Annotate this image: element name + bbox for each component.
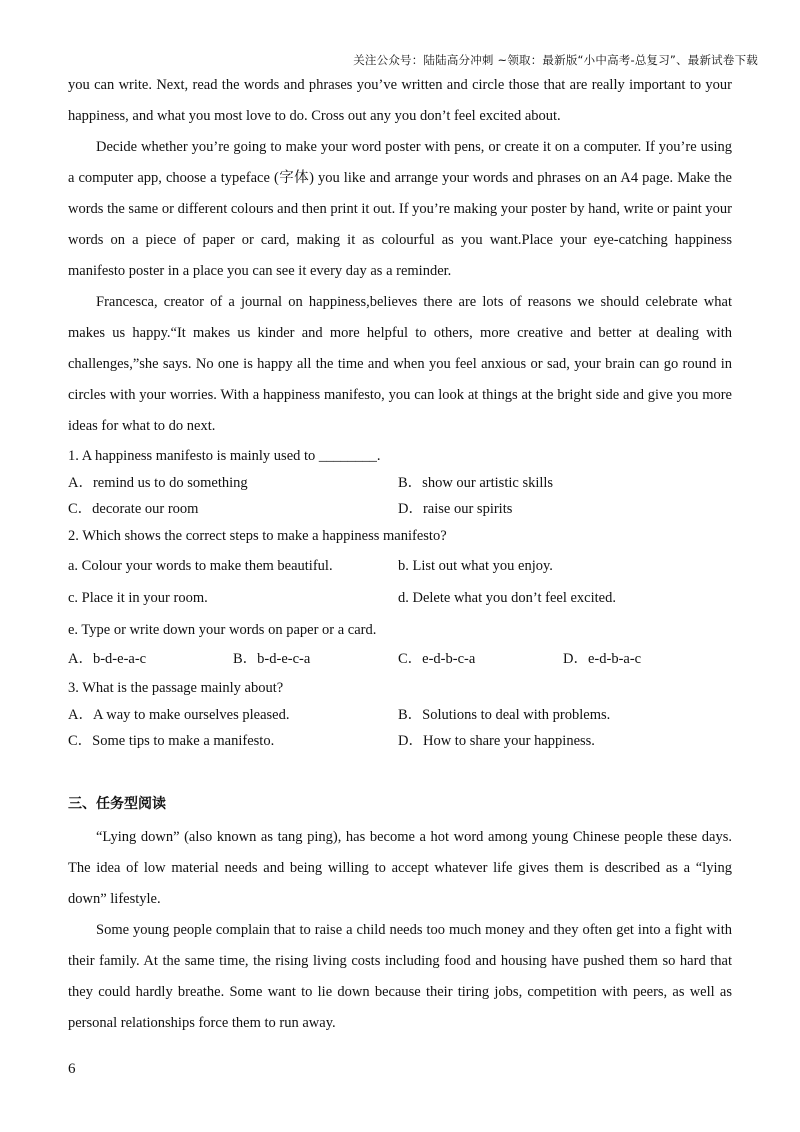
question-2-steps-row	[68, 614, 732, 646]
option-c: C．Some tips to make a manifesto.	[68, 733, 275, 749]
question-2-steps-row	[68, 582, 732, 614]
passage-paragraph: Some young people complain that to raise a child needs too much money and they often get into a fight with their family. At the same time, the rising living costs including food and housing have pushed them so hard that they could hardly breathe. Some want to lie down because their tiring jobs, competition with peers, as well as personal relationships force them to run away.	[68, 922, 732, 1031]
option-d: D．e-d-b-a-c	[563, 651, 642, 667]
passage-paragraph: “Lying down” (also known as tang ping), has become a hot word among young Chinese people these days. The idea of low material needs and being willing to accept whatever life gives them is described as a “lying down” lifestyle.	[68, 829, 732, 907]
page-number: 6	[68, 1061, 76, 1077]
question-1-options-row	[68, 496, 732, 522]
option-a: A．remind us to do something	[68, 475, 248, 491]
step-e: e. Type or write down your words on paper or a card.	[68, 622, 377, 638]
option-b: B．Solutions to deal with problems.	[398, 707, 611, 723]
passage-paragraph: Francesca, creator of a journal on happiness,believes there are lots of reasons we should celebrate what makes us happy.“It makes us kinder and more helpful to others, more creative and better at dealing with challenges,”she says. No one is happy all the time and when you feel anxious or sad, your brain can go round in circles with your worries. With a happiness manifesto, you can look at things at the bright side and give you more ideas for what to do next.	[68, 294, 732, 434]
page-content	[68, 70, 732, 1039]
question-2-steps-row	[68, 550, 732, 582]
section-title: 三、任务型阅读	[68, 796, 166, 812]
question-2-stem: 2. Which shows the correct steps to make a happiness manifesto?	[68, 528, 447, 544]
option-d: D．raise our spirits	[398, 501, 513, 517]
step-b: b. List out what you enjoy.	[398, 558, 553, 574]
step-c: c. Place it in your room.	[68, 590, 208, 606]
question-1-stem: 1. A happiness manifesto is mainly used to ________.	[68, 448, 381, 464]
option-d: D．How to share your happiness.	[398, 733, 595, 749]
header-promo-note: 关注公众号：陆陆高分冲刺 ~领取：最新版“小中高考-总复习”、最新试卷下载	[353, 53, 758, 67]
question-3-options-row	[68, 702, 732, 728]
option-b: B．b-d-e-c-a	[233, 651, 311, 667]
option-c: C．e-d-b-c-a	[398, 651, 476, 667]
question-3-options-row	[68, 728, 732, 754]
option-a: A．b-d-e-a-c	[68, 651, 147, 667]
step-d: d. Delete what you don’t feel excited.	[398, 590, 616, 606]
passage-paragraph: you can write. Next, read the words and phrases you’ve written and circle those that are really important to your happiness, and what you most love to do. Cross out any you don’t feel excited about.	[68, 77, 732, 124]
step-a: a. Colour your words to make them beautiful.	[68, 558, 333, 574]
question-3-stem: 3. What is the passage mainly about?	[68, 680, 284, 696]
option-c: C．decorate our room	[68, 501, 199, 517]
option-a: A．A way to make ourselves pleased.	[68, 707, 290, 723]
option-b: B．show our artistic skills	[398, 475, 554, 491]
passage-paragraph: Decide whether you’re going to make your word poster with pens, or create it on a computer. If you’re using a computer app, choose a typeface (字体) you like and arrange your words and phrases on an A4 page. Make the words the same or different colours and then print it out. If you’re making your poster by hand, write or paint your words on a piece of paper or card, making it as colourful as you want.Place your eye-catching happiness manifesto poster in a place you can see it every day as a reminder.	[68, 139, 732, 279]
question-1-options-row	[68, 470, 732, 496]
question-2-options-row	[68, 646, 732, 672]
